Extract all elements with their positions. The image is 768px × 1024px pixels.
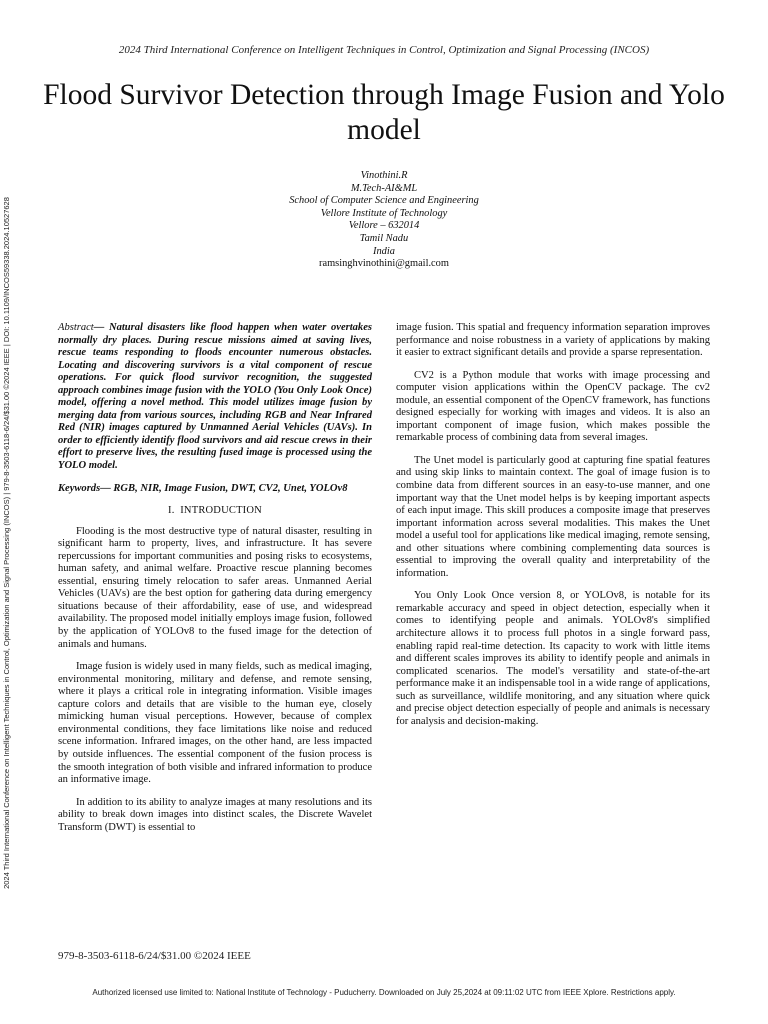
author-email: ramsinghvinothini@gmail.com: [319, 258, 449, 270]
left-column: [58, 322, 372, 844]
paragraph: You Only Look Once version 8, or YOLOv8, is notable for its remarkable accuracy and speed in object detection, especially when it comes to identifying people and animals. YOLOv8's simplified architecture allows it to process full photos in a single forward pass, enabling rapid real-time detection. Its capacity to work with little items and different scales improves its ability to identify people and animals in complicated scenarios. The model's versatility and state-of-the-art performance make it an indispensable tool in a wide range of applications, such as surveillance, wildlife monitoring, and any situation where quick and precise object detection especially of people and animals is necessary for analysis and decision-making.: [396, 590, 710, 727]
author-institute: Vellore Institute of Technology: [320, 207, 448, 219]
section-number: I.: [168, 505, 175, 517]
author-name: Vinothini.R: [360, 170, 408, 181]
author-school: School of Computer Science and Engineering: [289, 195, 479, 207]
right-column: [396, 322, 710, 738]
footer-price-line: 979-8-3503-6118-6/24/$31.00 ©2024 IEEE: [58, 950, 251, 962]
paper-title: Flood Survivor Detection through Image Fusion and Yolo model: [43, 79, 725, 146]
side-doi-strip: 2024 Third International Conference on Intelligent Techniques in Control, Optimization and Signal Processing (INCOS) | 979-8-3503-6118-6/24/$31.00 ©2024 IEEE | DOI: 10.1109/INCOS59338.2024.10527628: [2, 197, 11, 889]
paragraph: In addition to its ability to analyze images at many resolutions and its ability to break down images into distinct scales, the Discrete Wavelet Transform (DWT) is essential to: [58, 796, 372, 833]
paragraph: image fusion. This spatial and frequency information separation improves performance and noise robustness in a variety of applications by making it easier to extract significant details and provide a sparse representation.: [396, 322, 710, 359]
author-block: [250, 170, 518, 271]
abstract-lead: Abstract: [58, 322, 94, 333]
keywords-text: — RGB, NIR, Image Fusion, DWT, CV2, Unet, YOLOv8: [100, 482, 348, 494]
paragraph: Image fusion is widely used in many fields, such as medical imaging, environmental monitoring, military and defense, and remote sensing, where it plays a critical role in integrating information. Visible images capture colors and details that are visible to the human eye, closely mimicking human visual perceptions. However, because of complex environmental conditions, they face limitations like noise and reduced scene information. Infrared images, on the other hand, are less impacted by outside influences. The essential component of the fusion process is the smooth integration of both visible and infrared information to produce an informative image.: [58, 661, 372, 786]
paragraph: The Unet model is particularly good at capturing fine spatial features and using skip links to maintain context. The goal of image fusion is to combine data from different sources in an easy-to-use manner, and one important way that the Unet model helps is by keeping important aspects of each input image. This skill produces a composite image that preserves important information across several modalities. This makes the Unet model a useful tool for applications like medical imaging, remote sensing, and other situations where combining complementing data sources is essential to improving the overall quality and interpretability of the information.: [396, 454, 710, 579]
section-title-first: I: [180, 505, 184, 517]
author-degree: M.Tech-AI&ML: [350, 182, 418, 194]
keywords-lead: Keywords: [58, 482, 101, 494]
section-title-rest: NTRODUCTION: [183, 505, 262, 517]
author-country: India: [373, 245, 395, 257]
author-state: Tamil Nadu: [359, 232, 409, 244]
paragraph: Flooding is the most destructive type of natural disaster, resulting in significant harm to property, lives, and infrastructure. It has severe repercussions for important communities and posing risks to ecosystems, human safety, and animal welfare. Proactive rescue planning becomes essential, ensuring timely relocation to safer areas. Unmanned Aerial Vehicles (UAVs) are the best option for gathering data during emergency situations because of their affordability, ease of use, and widespread availability. The proposed model initially employs image fusion, followed by the application of YOLOv8 to the fused image for the detection of animals and humans.: [58, 525, 372, 650]
author-city: Vellore – 632014: [348, 220, 420, 232]
license-notice: Authorized licensed use limited to: National Institute of Technology - Puducherry. Downloaded on July 25,2024 at 09:11:02 UTC from IEEE Xplore. Restrictions apply.: [92, 988, 676, 997]
keywords: [58, 483, 372, 496]
section-heading-introduction: [58, 505, 372, 518]
abstract-text: — Natural disasters like flood happen when water overtakes normally dry places. During rescue missions aimed at saving lives, rescue teams responding to floods encounter numerous obstacles. Locating and discovering survivors is a vital component of rescue operations. For quick flood survivor recognition, the suggested approach combines image fusion with the YOLO (You Only Look Once) model, offering a novel method. This model utilizes image fusion by merging data from various sources, including RGB and Near Infrared Red (NIR) images captured by Unmanned Aerial Vehicles (UAVs). In order to efficiently identify flood survivors and aid rescue crews in their effort to preserve lives, the resulting fused image is processed using the YOLO model.: [58, 322, 372, 472]
abstract: [58, 322, 372, 473]
paragraph: CV2 is a Python module that works with image processing and computer vision applications within the OpenCV package. The cv2 module, an essential component of the OpenCV framework, has functions designed especially for working with images and videos. It is also an important component of image fusion, which makes possible the remarkable process of combining data from several images.: [396, 369, 710, 444]
conference-header: 2024 Third International Conference on Intelligent Techniques in Control, Optimization and Signal Processing (INCOS): [118, 44, 650, 56]
